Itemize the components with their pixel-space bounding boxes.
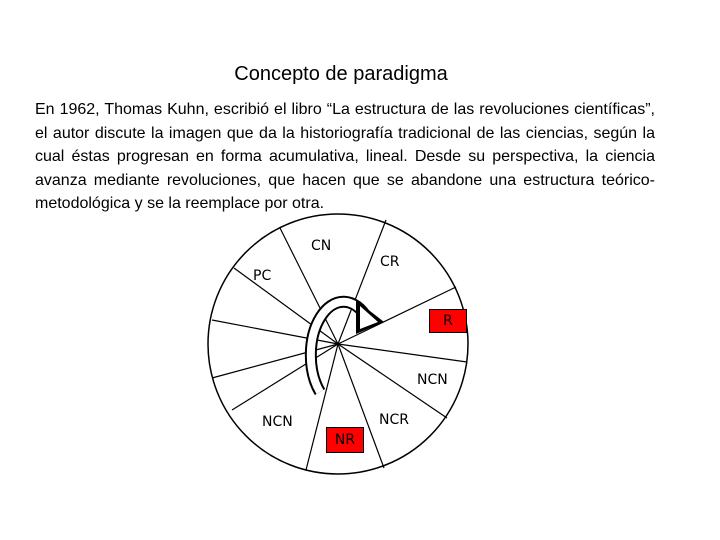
spoke-7 — [212, 344, 338, 378]
label-ncn-left: NCN — [262, 414, 293, 430]
label-ncr: NCR — [379, 412, 409, 428]
label-cr: CR — [380, 254, 400, 270]
label-r: R — [429, 309, 467, 333]
intro-paragraph: En 1962, Thomas Kuhn, escribió el libro “La estructura de las revoluciones científicas”, el autor discute la imagen que da la historiografía tradicional de las ciencias, según la cual éstas progresan en forma acumulativa, lineal. Desde su perspectiva, la ciencia avanza mediante revoluciones, que hacen que se abandone una estructura teórico-metodológica y se la reemplace por otra. — [35, 101, 655, 212]
label-ncn-right: NCN — [417, 372, 448, 388]
cycle-arrow-icon — [311, 297, 384, 409]
slide-title-text: Concepto de paradigma — [234, 63, 448, 85]
spoke-9 — [232, 344, 338, 410]
label-nr: NR — [326, 427, 364, 453]
spoke-6 — [338, 344, 467, 362]
label-pc: PC — [253, 268, 272, 284]
label-cn: CN — [311, 238, 332, 254]
